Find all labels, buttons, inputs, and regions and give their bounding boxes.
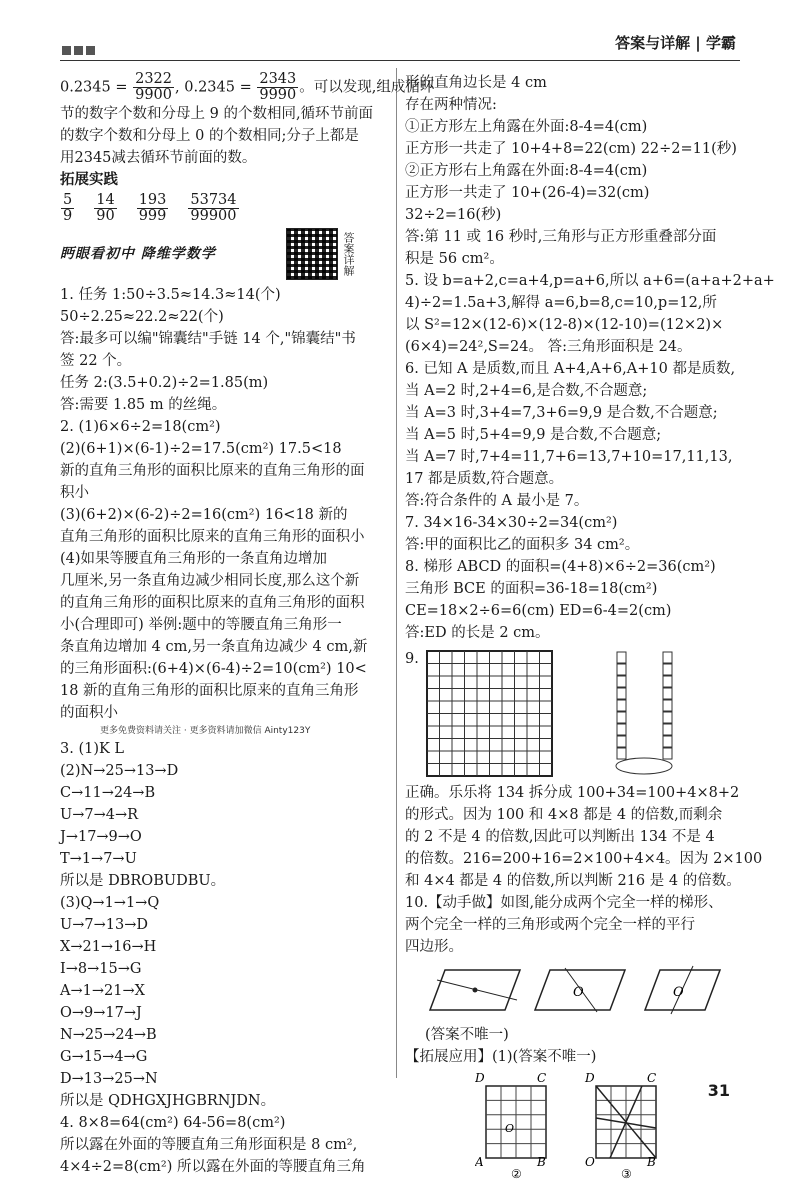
- numerator: 14: [96, 192, 115, 208]
- text-line: 以 S²=12×(12-6)×(12-8)×(12-10)=(12×2)×: [405, 317, 724, 333]
- text-line: (2)N→25→13→D: [60, 763, 179, 779]
- fraction: [133, 72, 174, 103]
- o-label: O: [673, 985, 684, 1000]
- text-line: 的面积小: [60, 705, 118, 721]
- numerator: 2322: [135, 71, 173, 87]
- text-line: 答:符合条件的 A 最小是 7。: [405, 493, 589, 509]
- text-line: 4. 8×8=64(cm²) 64-56=8(cm²): [60, 1115, 286, 1131]
- answer-note: (答案不唯一): [425, 1027, 509, 1043]
- text-line: 所以露在外面的等腰直角三角形面积是 8 cm²,: [60, 1137, 358, 1153]
- numerator: 2343: [259, 71, 297, 87]
- text-line: 积小: [60, 485, 89, 501]
- o-label: O: [505, 1122, 515, 1135]
- numerator: 193: [138, 192, 167, 208]
- text-line: 的三角形面积:(6+4)×(6-4)÷2=10(cm²) 10<: [60, 661, 367, 677]
- text-line: 7. 34×16-34×30÷2=34(cm²): [405, 515, 618, 531]
- text-line: 形的直角边长是 4 cm: [405, 75, 547, 91]
- text-line: U→7→13→D: [60, 917, 148, 933]
- denominator: 90: [96, 208, 115, 224]
- extension-fractions: [60, 193, 390, 224]
- text-line: 10.【动手做】如图,能分成两个完全一样的梯形、: [405, 895, 723, 911]
- text-line: 所以是 QDHGXJHGBRNJDN。: [60, 1093, 276, 1109]
- text-line: J→17→9→O: [60, 829, 142, 845]
- square-figures: [475, 1070, 745, 1180]
- text-line: I→8→15→G: [60, 961, 142, 977]
- text-line: 17 都是质数,符合题意。: [405, 471, 564, 487]
- text-line: (3)(6+2)×(6-2)÷2=16(cm²) 16<18 新的: [60, 507, 348, 523]
- header-decoration: [62, 40, 98, 62]
- vertex-label: C: [647, 1071, 657, 1085]
- vertex-label: D: [585, 1071, 595, 1085]
- square-diagrams: [475, 1070, 675, 1180]
- fraction: [257, 72, 298, 103]
- text-line: 签 22 个。: [60, 353, 132, 369]
- text-line: (6×4)=24²,S=24。 答:三角形面积是 24。: [405, 339, 692, 355]
- left-text-block-a: [60, 103, 390, 169]
- denominator: 9: [63, 208, 73, 224]
- text-line: T→1→7→U: [60, 851, 137, 867]
- text-line: 的 2 不是 4 的倍数,因此可以判断出 134 不是 4: [405, 829, 715, 845]
- vertex-label: B: [647, 1155, 656, 1169]
- text-line: G→15→4→G: [60, 1049, 148, 1065]
- text-line: 50÷2.25≈22.2≈22(个): [60, 309, 224, 325]
- o-label: O: [573, 985, 584, 1000]
- text-line: 4×4÷2=8(cm²) 所以露在外面的等腰直角三角: [60, 1159, 366, 1175]
- fraction: [94, 193, 116, 224]
- question-number: 9.: [405, 651, 419, 667]
- fraction: [61, 193, 74, 224]
- right-column: [405, 72, 775, 1184]
- text-line: 当 A=5 时,5+4=9,9 是合数,不合题意;: [405, 427, 662, 443]
- figure-number: ③: [621, 1167, 632, 1180]
- text-line: D→13→25→N: [60, 1071, 158, 1087]
- text-line: 4)÷2=1.5a+3,解得 a=6,b=8,c=10,p=12,所: [405, 295, 717, 311]
- text-line: 当 A=3 时,3+4=7,3+6=9,9 是合数,不合题意;: [405, 405, 718, 421]
- text-line: 新的直角三角形的面积比原来的直角三角形的面: [60, 463, 365, 479]
- text-line: 积是 56 cm²。: [405, 251, 504, 267]
- q9-figure: [405, 648, 745, 778]
- text-line: 1. 任务 1:50÷3.5≈14.3≈14(个): [60, 287, 281, 303]
- vertex-label: A: [475, 1155, 484, 1169]
- text-line: 当 A=2 时,2+4=6,是合数,不合题意;: [405, 383, 648, 399]
- text-line: 5. 设 b=a+2,c=a+4,p=a+6,所以 a+6=(a+a+2+a+: [405, 273, 775, 289]
- text-line: 6. 已知 A 是质数,而且 A+4,A+6,A+10 都是质数,: [405, 361, 736, 377]
- text-line: 任务 2:(3.5+0.2)÷2=1.85(m): [60, 375, 269, 391]
- text-line: 四边形。: [405, 939, 463, 955]
- denominator: 9990: [259, 87, 297, 103]
- text-line: 条直角边增加 4 cm,另一条直角边减少 4 cm,新: [60, 639, 368, 655]
- text: 0.2345 =: [60, 79, 128, 96]
- numerator: 53734: [190, 192, 237, 208]
- text-line: 的形式。因为 100 和 4×8 都是 4 的倍数,而剩余: [405, 807, 723, 823]
- text-line: 几厘米,另一条直角边减少相同长度,那么这个新: [60, 573, 360, 589]
- text-line: 用2345减去循环节前面的数。: [60, 150, 257, 166]
- text-line: A→1→21→X: [60, 983, 145, 999]
- column-divider: [396, 68, 397, 1078]
- text-line: 正方形一共走了 10+(26-4)=32(cm): [405, 185, 650, 201]
- banner-text: 眄眼看初中 降维学数学: [60, 246, 216, 262]
- vertex-label: O: [585, 1155, 595, 1169]
- text-line: O→9→17→J: [60, 1005, 142, 1021]
- text-line: 2. (1)6×6÷2=18(cm²): [60, 419, 221, 435]
- promo-note: 更多免费资料请关注 · 更多资料请加微信 Ainty123Y: [100, 726, 311, 736]
- text-line: 的数字个数和分母上 0 的个数相同;分子上都是: [60, 128, 359, 144]
- frac-intro-line: [60, 71, 435, 103]
- text-line: 32÷2=16(秒): [405, 207, 502, 223]
- text: 。可以发现,组成循环: [299, 79, 435, 96]
- text-line: 答:需要 1.85 m 的丝绳。: [60, 397, 227, 413]
- text-line: 节的数字个数和分母上 9 的个数相同,循环节前面: [60, 106, 374, 122]
- right-text-block-b: [405, 782, 763, 958]
- text-line: 答:第 11 或 16 秒时,三角形与正方形重叠部分面: [405, 229, 717, 245]
- numerator: 5: [63, 192, 73, 208]
- text-line: 直角三角形的面积比原来的直角三角形的面积小: [60, 529, 365, 545]
- text-line: 答:ED 的长是 2 cm。: [405, 625, 550, 641]
- text-line: 三角形 BCE 的面积=36-18=18(cm²): [405, 581, 658, 597]
- hundred-grid-figure: [423, 648, 573, 778]
- text-line: 正确。乐乐将 134 拆分成 100+34=100+4×8+2: [405, 785, 740, 801]
- text-line: ②正方形右上角露在外面:8-4=4(cm): [405, 163, 648, 179]
- parallelogram-diagrams: [425, 960, 725, 1020]
- denominator: 9900: [135, 87, 173, 103]
- text-line: 正方形一共走了 10+4+8=22(cm) 22÷2=11(秒): [405, 141, 737, 157]
- vertex-label: B: [537, 1155, 546, 1169]
- text-line: C→11→24→B: [60, 785, 156, 801]
- text-line: 答:最多可以编"锦囊结"手链 14 个,"锦囊结"书: [60, 331, 356, 347]
- left-text-block-c: [60, 738, 390, 1178]
- denominator: 999: [138, 208, 167, 224]
- text-line: 8. 梯形 ABCD 的面积=(4+8)×6÷2=36(cm²): [405, 559, 716, 575]
- right-text-block-a: [405, 72, 775, 644]
- text-line: 存在两种情况:: [405, 97, 497, 113]
- text-line: ①正方形左上角露在外面:8-4=4(cm): [405, 119, 648, 135]
- text-line: 小(合理即可) 举例:题中的等腰直角三角形一: [60, 617, 342, 633]
- qr-side-label: 答案详解: [342, 232, 355, 276]
- text-line: (4)如果等腰直角三角形的一条直角边增加: [60, 551, 328, 567]
- figure-number: ②: [511, 1167, 522, 1180]
- text-line: 和 4×4 都是 4 的倍数,所以判断 216 是 4 的倍数。: [405, 873, 741, 889]
- text-line: X→21→16→H: [60, 939, 157, 955]
- vertex-label: C: [537, 1071, 547, 1085]
- text-line: 3. (1)K L: [60, 741, 125, 757]
- qr-code-icon[interactable]: [286, 228, 338, 280]
- rod-figure: [613, 648, 683, 778]
- text: , 0.2345 =: [175, 79, 252, 96]
- left-text-block-b: [60, 284, 390, 724]
- text-line: (3)Q→1→1→Q: [60, 895, 160, 911]
- parallelogram-figures: [425, 960, 745, 1020]
- text-line: 的直角三角形的面积比原来的直角三角形的面积: [60, 595, 365, 611]
- text-line: 所以是 DBROBUDBU。: [60, 873, 226, 889]
- text-line: 两个完全一样的三角形或两个完全一样的平行: [405, 917, 695, 933]
- extension-title: 【拓展应用】(1)(答案不唯一): [405, 1049, 597, 1065]
- fraction: [137, 193, 169, 224]
- vertex-label: D: [475, 1071, 485, 1085]
- promo-banner: [60, 228, 390, 280]
- text-line: CE=18×2÷6=6(cm) ED=6-4=2(cm): [405, 603, 672, 619]
- text-line: 答:甲的面积比乙的面积多 34 cm²。: [405, 537, 640, 553]
- text-line: 的倍数。216=200+16=2×100+4×4。因为 2×100: [405, 851, 763, 867]
- header-rule: [60, 60, 740, 61]
- text-line: N→25→24→B: [60, 1027, 157, 1043]
- text-line: U→7→4→R: [60, 807, 139, 823]
- fraction: [188, 193, 238, 224]
- section-title: 拓展实践: [60, 172, 118, 188]
- page-number: 31: [707, 1081, 730, 1100]
- text-line: 当 A=7 时,7+4=11,7+6=13,7+10=17,11,13,: [405, 449, 733, 465]
- text-line: (2)(6+1)×(6-1)÷2=17.5(cm²) 17.5<18: [60, 441, 342, 457]
- header-title: 答案与详解 | 学霸: [615, 34, 736, 52]
- text-line: 18 新的直角三角形的面积比原来的直角三角形: [60, 683, 359, 699]
- denominator: 99900: [190, 208, 237, 224]
